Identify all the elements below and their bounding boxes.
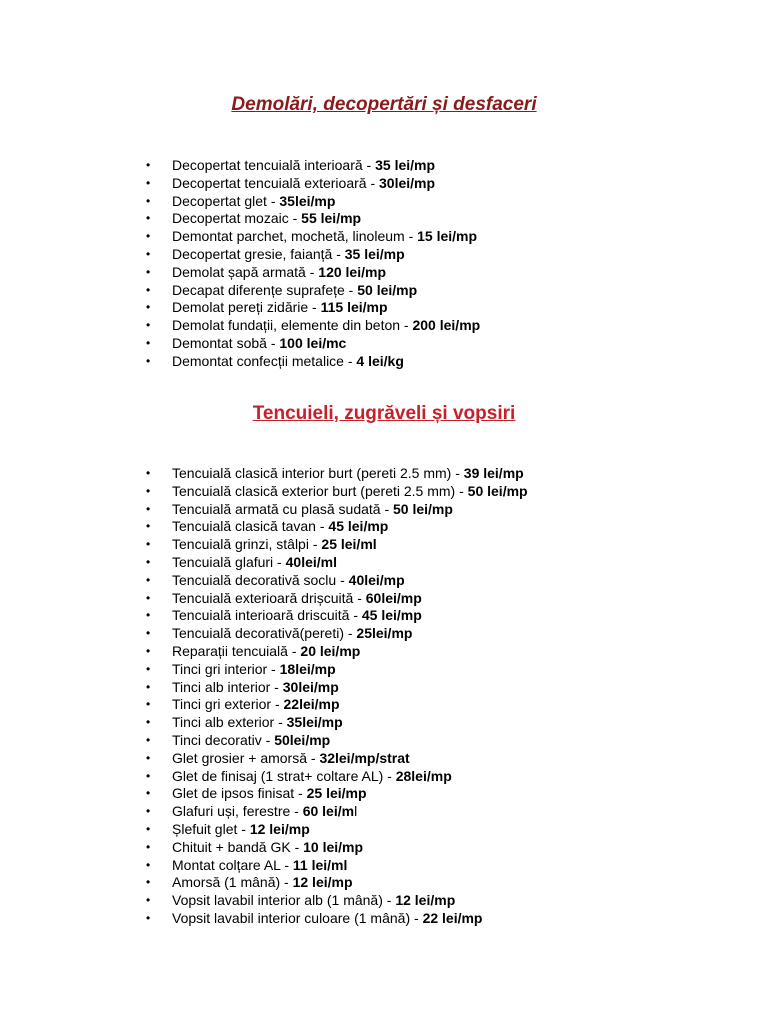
list-item xyxy=(146,892,528,910)
item-price: 39 lei/mp xyxy=(463,465,524,481)
price-list-demolari xyxy=(146,157,480,371)
list-item xyxy=(146,299,480,317)
item-label: Tencuială clasică interior burt (pereti 2.5 mm) - xyxy=(172,465,464,481)
list-item xyxy=(146,246,480,264)
bullet-icon: • xyxy=(146,661,151,676)
item-label: Tencuială decorativă(pereti) - xyxy=(172,625,357,642)
list-item xyxy=(146,335,480,353)
item-label: Tinci decorativ - xyxy=(172,731,275,748)
bullet-icon: • xyxy=(146,750,151,765)
item-label: Demontat confecții metalice - xyxy=(172,352,357,369)
item-price: 50 lei/mp xyxy=(357,281,418,298)
bullet-icon: • xyxy=(146,501,151,516)
item-price: 11 lei/ml xyxy=(292,856,348,873)
item-label: Tinci gri interior - xyxy=(172,660,280,677)
bullet-icon: • xyxy=(146,893,151,908)
list-item xyxy=(146,785,528,803)
item-label: Decopertat tencuială exterioară - xyxy=(172,174,379,191)
list-item xyxy=(146,465,528,483)
item-label: Tencuială clasică tavan - xyxy=(172,518,329,535)
item-price: 28lei/mp xyxy=(395,767,452,784)
item-label: Demontat parchet, mochetă, linoleum - xyxy=(172,228,418,245)
bullet-icon: • xyxy=(146,158,151,172)
item-price: 100 lei/mc xyxy=(279,334,347,351)
item-label: Glet grosier + amorsă - xyxy=(172,749,320,766)
list-item xyxy=(146,803,528,821)
list-item xyxy=(146,696,528,714)
list-item xyxy=(146,839,528,857)
item-price: 25 lei/ml xyxy=(321,536,377,553)
item-price: 35lei/mp xyxy=(279,192,336,209)
list-item xyxy=(146,317,480,335)
item-label: Tinci alb exterior - xyxy=(172,714,287,731)
item-price: 20 lei/mp xyxy=(300,642,361,659)
item-label: Decapat diferențe suprafețe - xyxy=(172,281,358,298)
bullet-icon: • xyxy=(146,804,151,819)
bullet-icon: • xyxy=(146,839,151,854)
bullet-icon: • xyxy=(146,353,151,368)
item-label: Reparații tencuială - xyxy=(172,642,301,659)
item-price: 22 lei/mp xyxy=(422,909,483,926)
list-item xyxy=(146,572,528,590)
bullet-icon: • xyxy=(146,246,151,261)
bullet-icon: • xyxy=(146,821,151,836)
list-item xyxy=(146,590,528,608)
item-price: 40lei/ml xyxy=(285,553,337,570)
item-label: Glet de finisaj (1 strat+ coltare AL) - xyxy=(172,767,396,784)
list-item xyxy=(146,874,528,892)
bullet-icon: • xyxy=(146,643,151,658)
list-item xyxy=(146,501,528,519)
item-label: Șlefuit glet - xyxy=(172,820,250,837)
item-label: Vopsit lavabil interior culoare (1 mână) - xyxy=(172,909,423,926)
item-label: Tencuială grinzi, stâlpi - xyxy=(172,536,322,553)
item-label: Decopertat mozaic - xyxy=(172,210,302,227)
item-label: Glet de ipsos finisat - xyxy=(172,785,307,802)
item-price: 120 lei/mp xyxy=(318,263,386,280)
item-label: Demolat fundații, elemente din beton - xyxy=(172,317,413,334)
list-item xyxy=(146,282,480,300)
item-label: Tencuială decorativă soclu - xyxy=(172,571,349,588)
item-price: 115 lei/mp xyxy=(320,299,388,316)
item-label: Decopertat glet - xyxy=(172,192,280,209)
item-price: 45 lei/mp xyxy=(361,607,422,624)
item-label: Glafuri uși, ferestre - xyxy=(172,803,303,820)
item-price: 12 lei/mp xyxy=(395,892,456,909)
list-item xyxy=(146,193,480,211)
list-item xyxy=(146,607,528,625)
item-price: 12 lei/mp xyxy=(249,820,310,837)
list-item xyxy=(146,679,528,697)
item-price: 60lei/mp xyxy=(365,589,422,606)
bullet-icon: • xyxy=(146,608,151,623)
bullet-icon: • xyxy=(146,875,151,890)
item-label: Decopertat tencuială interioară - xyxy=(172,157,376,173)
item-price: 10 lei/mp xyxy=(303,838,364,855)
item-price: 50lei/mp xyxy=(274,731,331,748)
bullet-icon: • xyxy=(146,626,151,641)
bullet-icon: • xyxy=(146,282,151,297)
price-list-tencuieli xyxy=(146,465,528,928)
list-item xyxy=(146,661,528,679)
item-price: 12 lei/mp xyxy=(292,874,353,891)
bullet-icon: • xyxy=(146,466,151,480)
bullet-icon: • xyxy=(146,335,151,350)
item-price: 55 lei/mp xyxy=(301,210,362,227)
list-item xyxy=(146,732,528,750)
list-item xyxy=(146,714,528,732)
bullet-icon: • xyxy=(146,300,151,315)
list-item xyxy=(146,750,528,768)
item-label: Demontat sobă - xyxy=(172,334,280,351)
item-price: 40lei/mp xyxy=(348,571,405,588)
item-price: 35lei/mp xyxy=(286,714,343,731)
bullet-icon: • xyxy=(146,857,151,872)
item-price: 25 lei/mp xyxy=(306,785,367,802)
item-label: Tinci alb interior - xyxy=(172,678,283,695)
item-label: Tencuială armată cu plasă sudată - xyxy=(172,500,394,517)
bullet-icon: • xyxy=(146,229,151,244)
list-item xyxy=(146,353,480,371)
item-price: 200 lei/mp xyxy=(412,317,481,334)
list-item xyxy=(146,625,528,643)
item-label: Tencuială interioară driscuită - xyxy=(172,607,362,624)
item-label: Demolat șapă armată - xyxy=(172,263,319,280)
item-price: 30lei/mp xyxy=(379,174,436,191)
bullet-icon: • xyxy=(146,318,151,333)
bullet-icon: • xyxy=(146,519,151,534)
list-item xyxy=(146,554,528,572)
list-item xyxy=(146,821,528,839)
item-label: Demolat pereți zidărie - xyxy=(172,299,321,316)
item-label: Tencuială exterioară drișcuită - xyxy=(172,589,366,606)
item-label: Tinci gri exterior - xyxy=(172,696,284,713)
item-price-suffix: l xyxy=(354,803,358,820)
bullet-icon: • xyxy=(146,786,151,801)
list-item xyxy=(146,536,528,554)
item-label: Vopsit lavabil interior alb (1 mână) - xyxy=(172,892,396,909)
item-price: 4 lei/kg xyxy=(356,352,404,369)
list-item xyxy=(146,643,528,661)
list-item xyxy=(146,483,528,501)
bullet-icon: • xyxy=(146,679,151,694)
item-label: Montat colțare AL - xyxy=(172,856,293,873)
item-price: 35 lei/mp xyxy=(375,157,436,173)
bullet-icon: • xyxy=(146,732,151,747)
item-price: 50 lei/mp xyxy=(393,500,453,517)
bullet-icon: • xyxy=(146,483,151,498)
section-title-demolari: Demolări, decopertări și desfaceri xyxy=(231,94,537,115)
item-price: 25lei/mp xyxy=(356,625,413,642)
list-item xyxy=(146,264,480,282)
item-price: 50 lei/mp xyxy=(467,482,528,499)
bullet-icon: • xyxy=(146,554,151,569)
bullet-icon: • xyxy=(146,768,151,783)
bullet-icon: • xyxy=(146,264,151,279)
item-price: 45 lei/mp xyxy=(328,518,389,535)
item-label: Amorsă (1 mână) - xyxy=(172,874,293,891)
bullet-icon: • xyxy=(146,175,151,190)
bullet-icon: • xyxy=(146,193,151,208)
item-label: Tencuială glafuri - xyxy=(172,553,286,570)
item-price: 32lei/mp/strat xyxy=(319,749,410,766)
item-price: 15 lei/mp xyxy=(417,228,478,245)
item-label: Chituit + bandă GK - xyxy=(172,838,304,855)
list-item xyxy=(146,157,480,175)
list-item xyxy=(146,518,528,536)
list-item xyxy=(146,228,480,246)
list-item xyxy=(146,910,528,928)
section-title-tencuieli: Tencuieli, zugrăveli și vopsiri xyxy=(252,403,516,424)
list-item xyxy=(146,857,528,875)
item-price: 18lei/mp xyxy=(279,660,336,677)
item-price: 35 lei/mp xyxy=(344,245,405,262)
bullet-icon: • xyxy=(146,910,151,925)
item-price: 30lei/mp xyxy=(282,678,339,695)
item-label: Decopertat gresie, faianță - xyxy=(172,245,345,262)
item-label: Tencuială clasică exterior burt (pereti 2.5 mm) - xyxy=(172,482,468,499)
bullet-icon: • xyxy=(146,537,151,552)
item-price: 60 lei/m xyxy=(302,803,355,820)
list-item xyxy=(146,768,528,786)
list-item xyxy=(146,210,480,228)
bullet-icon: • xyxy=(146,590,151,605)
item-price: 22lei/mp xyxy=(283,696,340,713)
bullet-icon: • xyxy=(146,211,151,226)
bullet-icon: • xyxy=(146,715,151,730)
list-item xyxy=(146,175,480,193)
bullet-icon: • xyxy=(146,697,151,712)
bullet-icon: • xyxy=(146,572,151,587)
